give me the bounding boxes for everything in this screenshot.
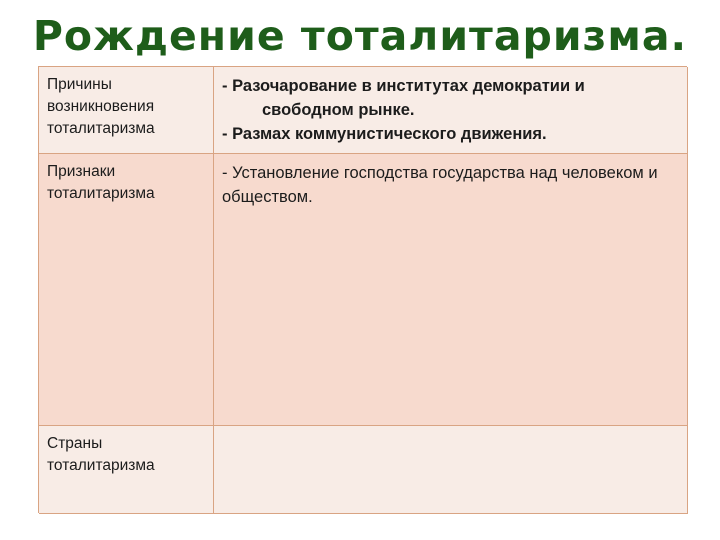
row-label-causes: Причины возникновения тоталитаризма <box>39 67 214 154</box>
row-content-countries[interactable] <box>214 426 688 514</box>
causes-line-2: свободном рынке. <box>262 101 415 119</box>
causes-line-1: - Разочарование в институтах демократии и <box>222 77 585 95</box>
row-label-countries: Страны тоталитаризма <box>39 426 214 514</box>
row-label-features: Признаки тоталитаризма <box>39 154 214 426</box>
causes-line-3: - Размах коммунистического движения. <box>222 125 547 143</box>
features-line-1: - Установление господства государства над человеком и обществом. <box>222 164 658 206</box>
info-table <box>38 66 687 513</box>
row-content-causes <box>214 67 688 154</box>
row-content-features <box>214 154 688 426</box>
slide-title: Рождение тоталитаризма. <box>32 12 688 60</box>
